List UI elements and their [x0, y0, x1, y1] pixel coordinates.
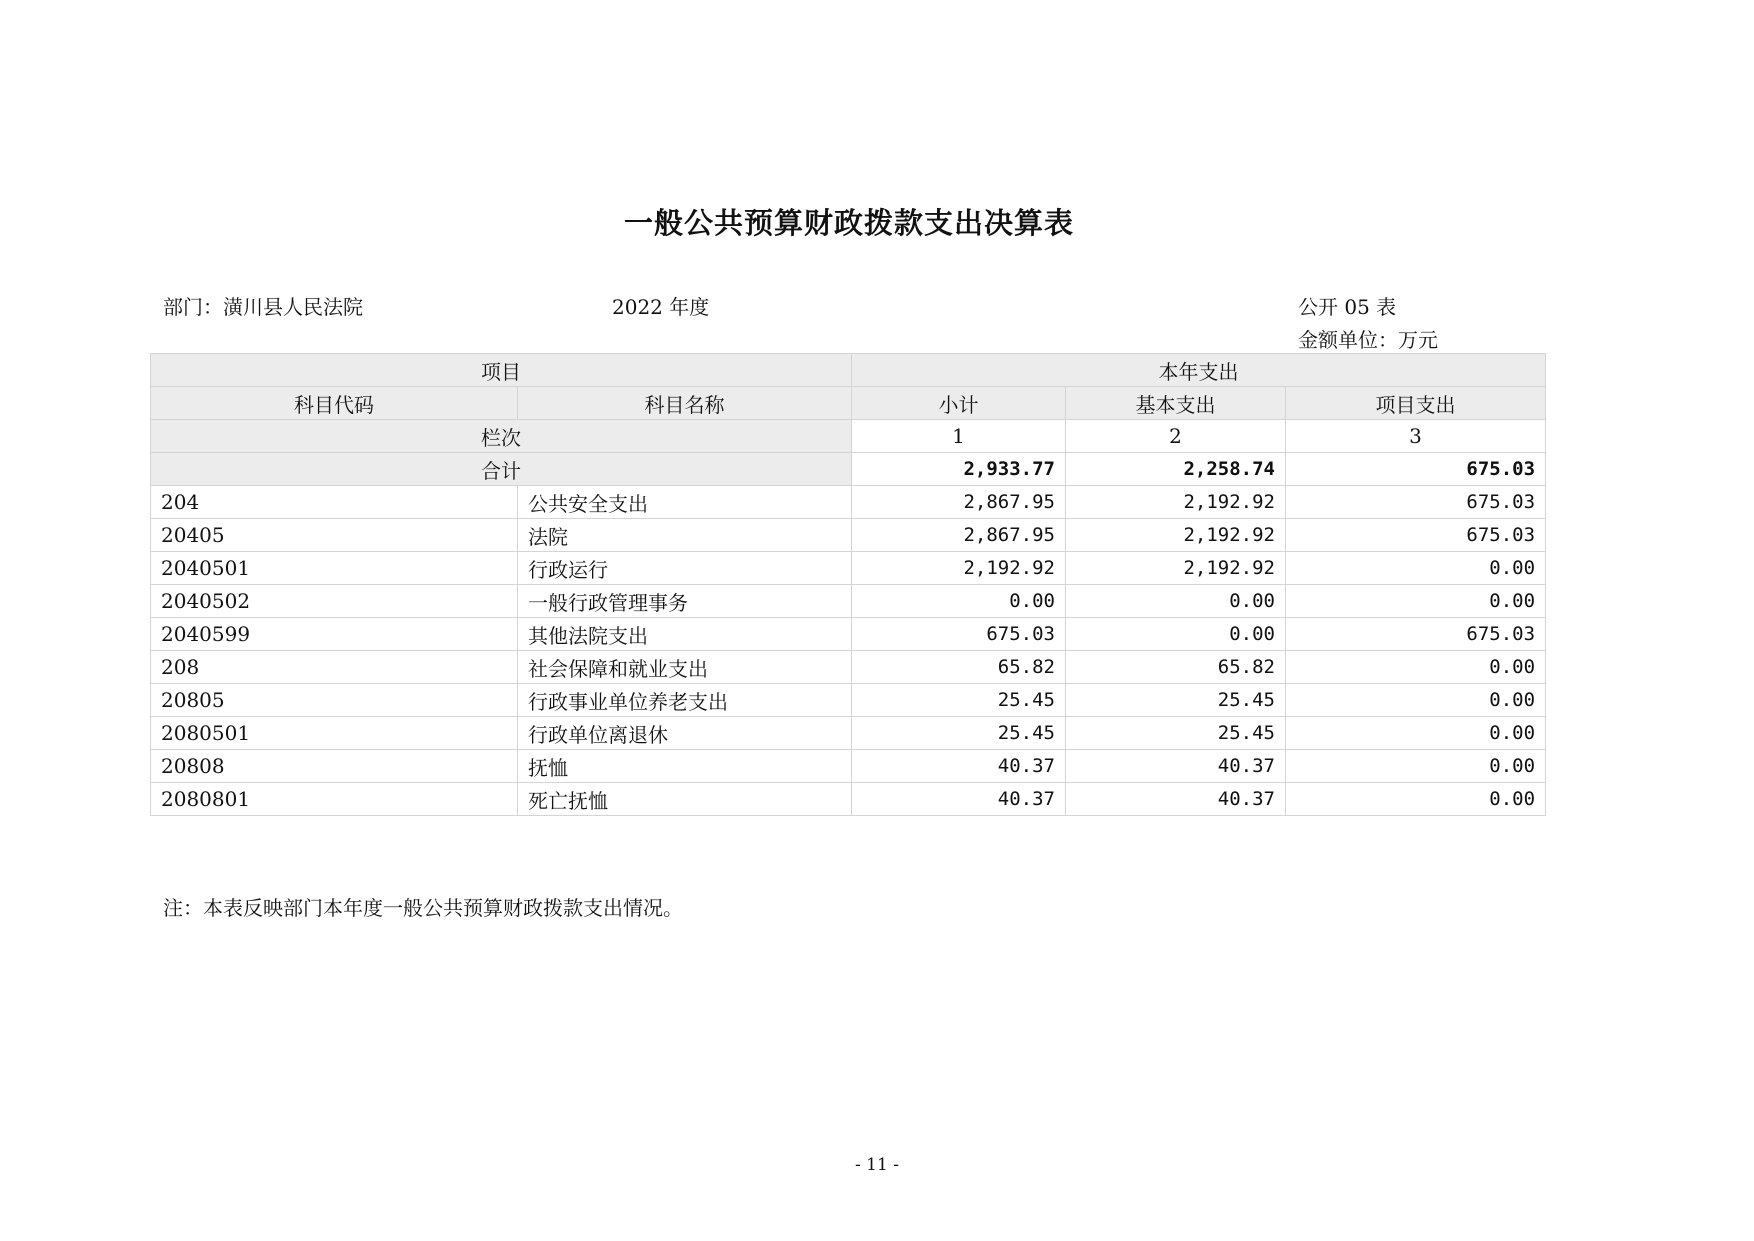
total-label: 合计: [151, 453, 852, 486]
total-basic: 2,258.74: [1066, 453, 1286, 486]
table-row: [151, 750, 1546, 783]
table-row: [151, 486, 1546, 519]
cell-name: 一般行政管理事务: [518, 585, 852, 618]
column-number-2: 2: [1066, 420, 1286, 453]
cell-subtotal: 2,192.92: [852, 552, 1066, 585]
header-code: 科目代码: [151, 387, 518, 420]
cell-basic: 2,192.92: [1066, 552, 1286, 585]
table-row: [151, 651, 1546, 684]
header-current-year-expense: 本年支出: [852, 354, 1546, 387]
cell-subtotal: 65.82: [852, 651, 1066, 684]
cell-basic: 0.00: [1066, 618, 1286, 651]
cell-project: 675.03: [1286, 519, 1546, 552]
cell-subtotal: 25.45: [852, 684, 1066, 717]
cell-basic: 2,192.92: [1066, 486, 1286, 519]
amount-unit-label: 金额单位：万元: [1298, 328, 1438, 352]
cell-name: 抚恤: [518, 750, 852, 783]
page-title: 一般公共预算财政拨款支出决算表: [623, 206, 1074, 240]
table-code-label: 公开 05 表: [1298, 295, 1397, 319]
expenditure-table: [150, 353, 1546, 816]
cell-subtotal: 2,867.95: [852, 519, 1066, 552]
cell-name: 行政运行: [518, 552, 852, 585]
cell-name: 社会保障和就业支出: [518, 651, 852, 684]
cell-project: 675.03: [1286, 486, 1546, 519]
table-row: [151, 552, 1546, 585]
cell-subtotal: 40.37: [852, 750, 1066, 783]
table-row: [151, 783, 1546, 816]
cell-project: 0.00: [1286, 651, 1546, 684]
header-basic: 基本支出: [1066, 387, 1286, 420]
cell-code: 208: [151, 651, 518, 684]
column-number-3: 3: [1286, 420, 1546, 453]
cell-name: 其他法院支出: [518, 618, 852, 651]
cell-code: 2080501: [151, 717, 518, 750]
table-row: [151, 717, 1546, 750]
cell-project: 0.00: [1286, 717, 1546, 750]
cell-project: 0.00: [1286, 552, 1546, 585]
cell-code: 2040502: [151, 585, 518, 618]
cell-code: 2040599: [151, 618, 518, 651]
cell-subtotal: 2,867.95: [852, 486, 1066, 519]
header-row-column-order: [151, 420, 1546, 453]
header-project-expense: 项目支出: [1286, 387, 1546, 420]
cell-subtotal: 675.03: [852, 618, 1066, 651]
header-name: 科目名称: [518, 387, 852, 420]
page-number: - 11 -: [855, 1155, 899, 1175]
cell-code: 204: [151, 486, 518, 519]
total-subtotal: 2,933.77: [852, 453, 1066, 486]
cell-name: 死亡抚恤: [518, 783, 852, 816]
cell-project: 0.00: [1286, 585, 1546, 618]
cell-basic: 65.82: [1066, 651, 1286, 684]
cell-code: 2040501: [151, 552, 518, 585]
cell-project: 675.03: [1286, 618, 1546, 651]
cell-name: 公共安全支出: [518, 486, 852, 519]
cell-subtotal: 0.00: [852, 585, 1066, 618]
cell-code: 20808: [151, 750, 518, 783]
cell-code: 20405: [151, 519, 518, 552]
column-number-1: 1: [852, 420, 1066, 453]
cell-name: 行政单位离退休: [518, 717, 852, 750]
cell-project: 0.00: [1286, 684, 1546, 717]
department-label: 部门：潢川县人民法院: [163, 295, 363, 319]
cell-basic: 25.45: [1066, 684, 1286, 717]
cell-subtotal: 25.45: [852, 717, 1066, 750]
total-project: 675.03: [1286, 453, 1546, 486]
cell-name: 行政事业单位养老支出: [518, 684, 852, 717]
total-row: [151, 453, 1546, 486]
header-project: 项目: [151, 354, 852, 387]
table-note: 注：本表反映部门本年度一般公共预算财政拨款支出情况。: [163, 896, 683, 920]
cell-basic: 40.37: [1066, 783, 1286, 816]
cell-basic: 25.45: [1066, 717, 1286, 750]
cell-basic: 40.37: [1066, 750, 1286, 783]
table-row: [151, 585, 1546, 618]
cell-project: 0.00: [1286, 750, 1546, 783]
cell-project: 0.00: [1286, 783, 1546, 816]
cell-code: 20805: [151, 684, 518, 717]
table-row: [151, 684, 1546, 717]
cell-basic: 2,192.92: [1066, 519, 1286, 552]
header-row-top: [151, 354, 1546, 387]
cell-basic: 0.00: [1066, 585, 1286, 618]
table-row: [151, 519, 1546, 552]
cell-name: 法院: [518, 519, 852, 552]
fiscal-year-label: 2022 年度: [612, 295, 710, 319]
header-subtotal: 小计: [852, 387, 1066, 420]
cell-code: 2080801: [151, 783, 518, 816]
header-row-columns: [151, 387, 1546, 420]
table-row: [151, 618, 1546, 651]
header-column-order: 栏次: [151, 420, 852, 453]
cell-subtotal: 40.37: [852, 783, 1066, 816]
